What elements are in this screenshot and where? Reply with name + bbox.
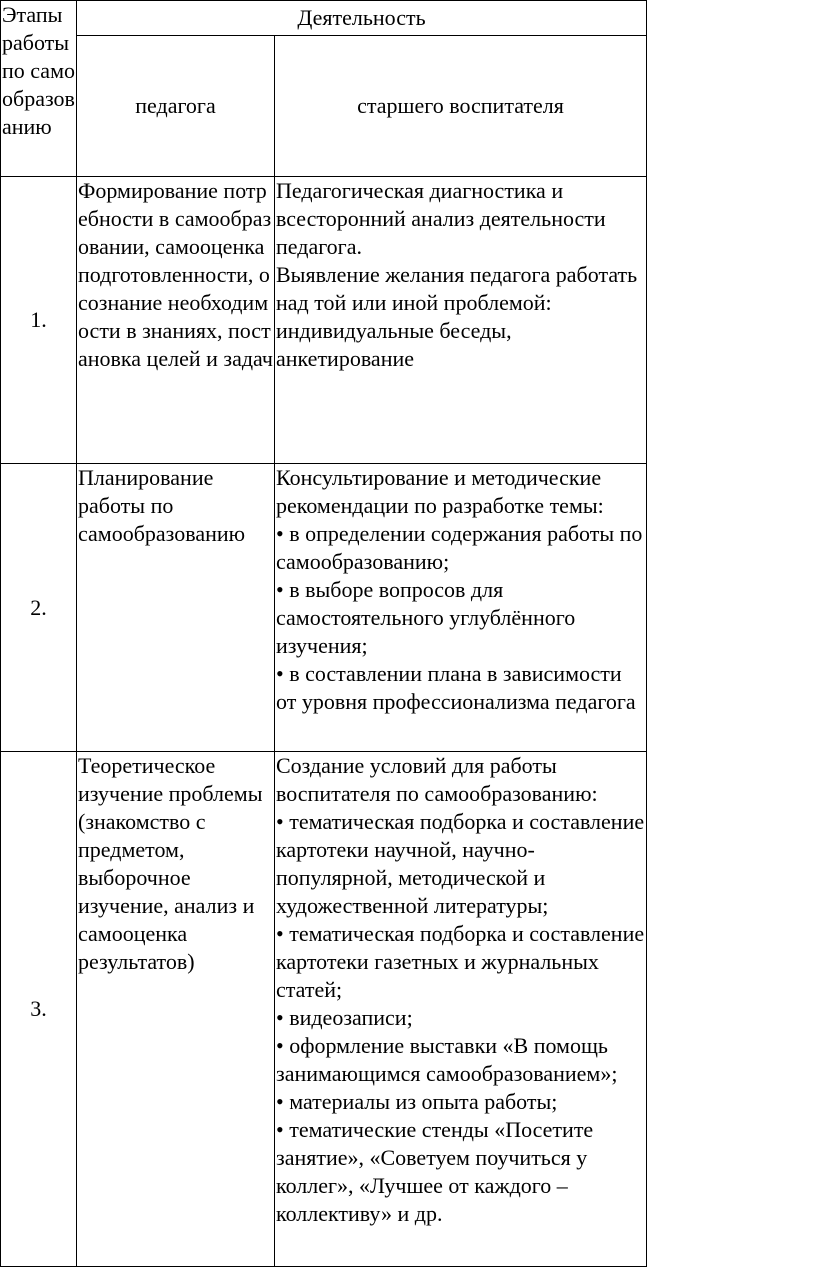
header-stages-cell [1, 1, 77, 177]
header-teacher-label: педагога [135, 93, 216, 118]
header-activity-cell [77, 1, 647, 36]
header-senior-label: старшего воспитателя [357, 93, 564, 118]
table-row [1, 752, 647, 1267]
senior-activity: Педагогическая диагностика и всесторонний анализ деятельности педагога. Выявление желания педагога работать над той или иной проблемой: индивидуальные беседы, анкетирование [275, 177, 647, 464]
subheader-row [1, 36, 647, 177]
header-row [1, 1, 647, 36]
teacher-activity: Формирование потребности в самообразовании, самооценка подготовленности, осознание необходимости в знаниях, постановка целей и задач [77, 177, 275, 464]
row-number: 3. [1, 752, 77, 1267]
senior-activity: Консультирование и методические рекомендации по разработке темы: • в определении содержания работы по самообразованию; • в выборе вопросов для самостоятельного углублённого изучения; • в составлении плана в зависимости от уровня профессионализма педагога [275, 464, 647, 752]
teacher-activity: Планирование работы по самообразованию [77, 464, 275, 752]
header-teacher-cell [77, 36, 275, 177]
senior-activity: Создание условий для работы воспитателя по самообразованию: • тематическая подборка и составление картотеки научной, научно-популярной, методической и художественной литературы; • тематическая подборка и составление картотеки газетных и журнальных статей; • видеозаписи; • оформление выставки «В помощь занимающимся самообразованием»; • материалы из опыта работы; • тематические стенды «Посетите занятие», «Советуем поучиться у коллег», «Лучшее от каждого – коллективу» и др. [275, 752, 647, 1267]
header-stages-label: Этапы работы по самообразованию [2, 2, 75, 139]
teacher-activity: Теоретическое изучение проблемы (знакомство с предметом, выборочное изучение, анализ и самооценка результатов) [77, 752, 275, 1267]
table-row [1, 464, 647, 752]
header-activity-label: Деятельность [297, 5, 426, 30]
row-number: 1. [1, 177, 77, 464]
header-senior-cell [275, 36, 647, 177]
table-row [1, 177, 647, 464]
row-number: 2. [1, 464, 77, 752]
